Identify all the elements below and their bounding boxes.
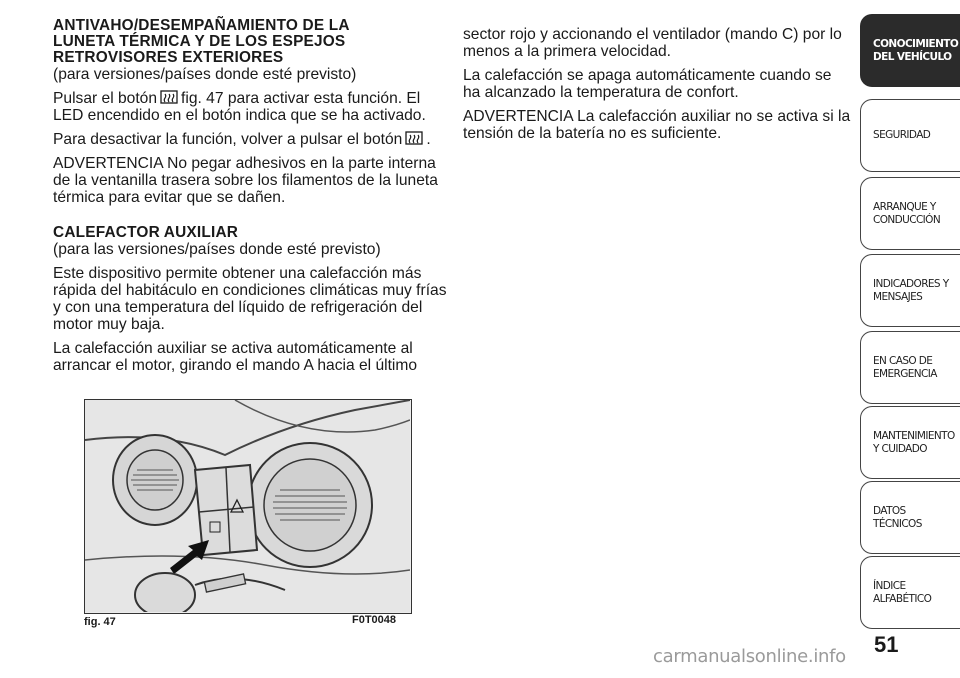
tab-label: EN CASO DE EMERGENCIA (873, 354, 937, 380)
section-heading-defrost (53, 18, 448, 66)
tab-label: INDICADORES Y MENSAJES (873, 277, 949, 303)
rear-defrost-icon (405, 131, 423, 146)
tab-conocimiento-del-vehiculo[interactable] (860, 14, 960, 87)
warning-battery: ADVERTENCIA La calefacción auxiliar no se activa si la tensión de la batería no es suficiente. (463, 108, 851, 142)
paragraph-aux-heater-desc: Este dispositivo permite obtener una calefacción más rápida del habitáculo en condiciones climáticas muy frías y con una temperatura del líquido de refrigeración del motor muy baja. (53, 265, 447, 333)
paragraph-continued: sector rojo y accionando el ventilador (mando C) por lo menos a la primera velocidad. (463, 26, 842, 60)
tab-label: DATOS TÉCNICOS (873, 504, 922, 530)
heading-line: LUNETA TÉRMICA Y DE LOS ESPEJOS (53, 33, 346, 50)
paragraph-deactivate (53, 131, 448, 148)
chapter-tabs (860, 14, 960, 634)
heading-line: RETROVISORES EXTERIORES (53, 49, 284, 66)
watermark: carmanualsonline.info (653, 646, 846, 667)
section-heading-aux-heater: CALEFACTOR AUXILIAR (53, 224, 239, 241)
text-fragment: fig. 47 para activar esta función. El LED encendido en el botón indica que se ha activado. (53, 90, 426, 124)
tab-datos-tecnicos[interactable] (860, 481, 960, 554)
paragraph-activate (53, 90, 448, 124)
figure-47-illustration (84, 399, 412, 614)
warning-adhesives: ADVERTENCIA No pegar adhesivos en la parte interna de la ventanilla trasera sobre los filamentos de la luneta térmica para evitar que se dañen. (53, 155, 438, 206)
heading-line: ANTIVAHO/DESEMPAÑAMIENTO DE LA (53, 17, 350, 34)
left-column (53, 18, 448, 381)
tab-indice-alfabetico[interactable] (860, 556, 960, 629)
tab-arranque-y-conduccion[interactable] (860, 177, 960, 250)
rear-defrost-icon (160, 90, 178, 105)
text-fragment: . (426, 131, 431, 148)
section-subtitle: (para las versiones/países donde esté previsto) (53, 241, 381, 258)
tab-en-caso-de-emergencia[interactable] (860, 331, 960, 404)
section-subtitle: (para versiones/países donde esté previsto) (53, 66, 357, 83)
paragraph-aux-heater-activation: La calefacción auxiliar se activa automáticamente al arrancar el motor, girando el mando A hacia el último (53, 340, 418, 374)
tab-label: ARRANQUE Y CONDUCCIÓN (873, 200, 941, 226)
tab-label: SEGURIDAD (873, 129, 931, 141)
figure-code: F0T0048 (352, 614, 397, 626)
text-fragment: Pulsar el botón (53, 90, 158, 107)
tab-label: CONOCIMIENTO DEL VEHÍCULO (873, 37, 959, 63)
tab-mantenimiento-y-cuidado[interactable] (860, 406, 960, 479)
text-fragment: Para desactivar la función, volver a pulsar el botón (53, 131, 403, 148)
paragraph-auto-off: La calefacción se apaga automáticamente cuando se ha alcanzado la temperatura de confort. (463, 67, 832, 101)
page-number: 51 (874, 632, 899, 657)
figure-caption: fig. 47 (84, 616, 116, 628)
tab-label: ÍNDICE ALFABÉTICO (873, 579, 932, 605)
tab-label: MANTENIMIENTO Y CUIDADO (873, 429, 955, 455)
tab-seguridad[interactable] (860, 99, 960, 172)
right-column (463, 26, 853, 149)
tab-indicadores-y-mensajes[interactable] (860, 254, 960, 327)
